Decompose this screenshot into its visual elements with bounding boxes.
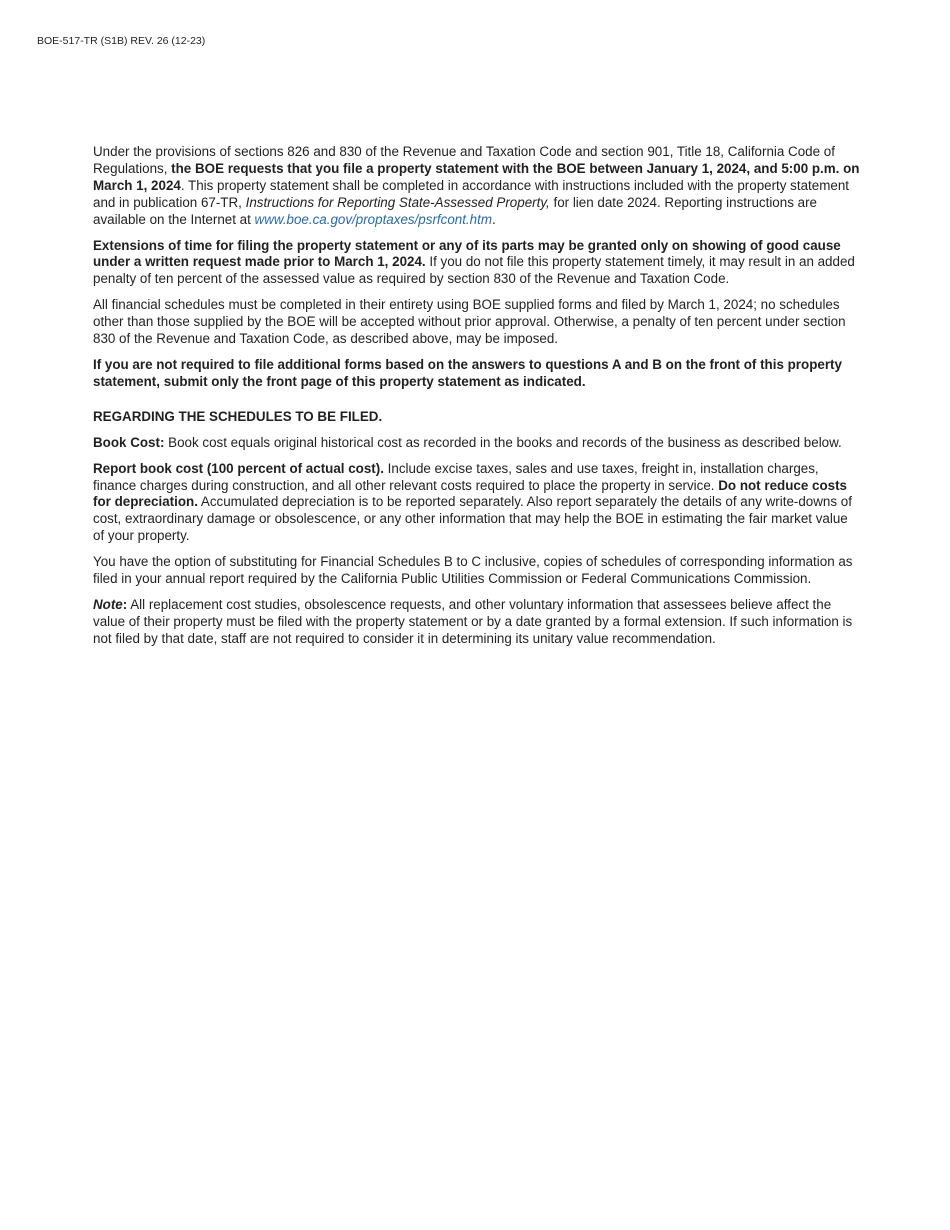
note-label: [93, 597, 127, 612]
text: Under the provisions of sections 826 and 830 of the Revenue and Taxation Code and section 901, Title 18, California Code of Regulations,: [93, 144, 835, 176]
text: .: [491, 211, 496, 227]
text: Include excise taxes, sales and use taxes, freight in, installation charges, finance charges during construction, and all other relevant costs required to place the property in service.: [93, 460, 819, 493]
document-body: [93, 144, 861, 657]
substitution-option-paragraph: [93, 554, 861, 588]
extension-paragraph: [93, 238, 861, 289]
bold-text: Do not reduce costs for depreciation.: [93, 477, 847, 510]
front-page-only-paragraph: [93, 357, 861, 391]
heading-text: REGARDING THE SCHEDULES TO BE FILED.: [93, 408, 383, 424]
schedules-heading: [93, 409, 861, 426]
filing-requirement-paragraph: [93, 144, 861, 229]
bold-text: If you are not required to file additional forms based on the answers to questions A and B on the front of this property statement, submit only the front page of this property statement as indicated.: [93, 356, 842, 389]
text: If you do not file this property statement timely, it may result in an added penalty of ten percent of the assessed value as required by section 830 of the Revenue and Taxation Code.: [93, 254, 855, 287]
text: for lien date 2024. Reporting instructions are available on the Internet at: [93, 194, 817, 227]
report-book-cost-paragraph: [93, 461, 861, 546]
bold-text: the BOE requests that you file a property statement with the BOE between January 1, 2024, and 5:00 p.m. on March 1, 2024: [93, 160, 860, 193]
publication-title: Instructions for Reporting State-Assessed Property,: [245, 194, 550, 210]
text: Accumulated depreciation is to be reported separately. Also report separately the details of any write-downs of cost, extraordinary damage or obsolescence, or any other information that may help the BOE in estimating the fair market value of your property.: [93, 494, 852, 544]
text: You have the option of substituting for Financial Schedules B to C inclusive, copies of schedules of corresponding information as filed in your annual report required by the California Public Utilities Commission or Federal Communications Commission.: [93, 554, 853, 587]
note-colon: :: [122, 596, 128, 612]
book-cost-paragraph: [93, 435, 861, 452]
text: . This property statement shall be completed in accordance with instructions included with the property statement and in publication 67-TR,: [93, 177, 849, 210]
bold-text: Report book cost (100 percent of actual cost).: [93, 460, 384, 476]
text: All replacement cost studies, obsolescence requests, and other voluntary information that assessees believe affect the value of their property must be filed with the property statement or by a date granted by a formal extension. If such information is not filed by that date, staff are not required to consider it in determining its unitary value recommendation.: [93, 596, 853, 646]
text: Book cost equals original historical cost as recorded in the books and records of the business as described below.: [164, 434, 842, 450]
bold-text: Extensions of time for filing the property statement or any of its parts may be granted only on showing of good cause under a written request made prior to March 1, 2024.: [93, 237, 841, 270]
text: All financial schedules must be completed in their entirety using BOE supplied forms and filed by March 1, 2024; no schedules other than those supplied by the BOE will be accepted without prior approval. Otherwise, a penalty of ten percent under section 830 of the Revenue and Taxation Code, as described above, may be imposed.: [93, 297, 846, 347]
bold-text: Book Cost:: [93, 434, 165, 450]
note-label-italic: Note: [93, 596, 123, 612]
instructions-link[interactable]: www.boe.ca.gov/proptaxes/psrfcont.htm: [254, 211, 492, 227]
form-id: BOE-517-TR (S1B) REV. 26 (12-23): [37, 35, 206, 47]
financial-schedules-paragraph: [93, 297, 861, 348]
note-paragraph: [93, 597, 861, 648]
